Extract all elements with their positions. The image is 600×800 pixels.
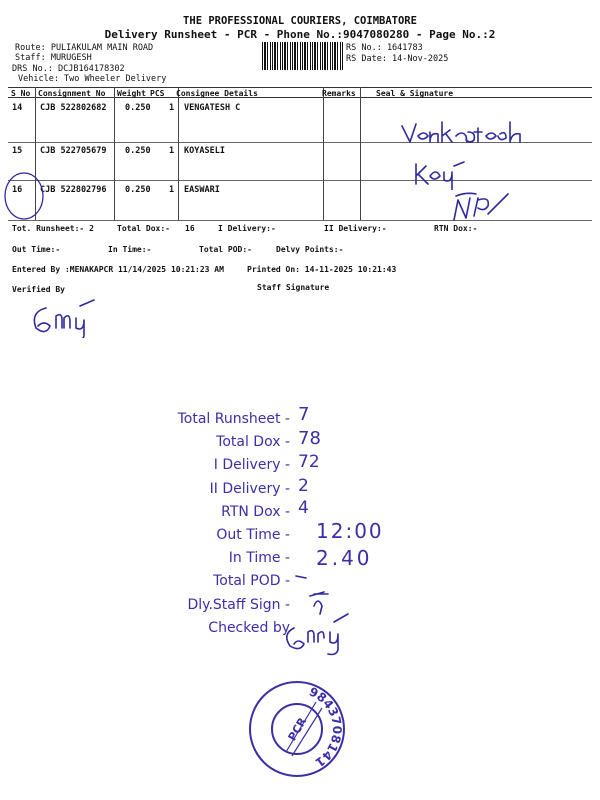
verifier-signature-icon xyxy=(28,298,108,338)
i-delivery: I Delivery:- xyxy=(218,224,276,233)
stamp-handwriting-icon xyxy=(284,566,404,656)
signature-koyaseli-icon xyxy=(410,158,470,190)
row-pcs: 1 xyxy=(169,146,175,156)
row-consignee: EASWARI xyxy=(184,185,220,195)
hand-value-rtn: 4 xyxy=(298,498,309,518)
stamp-label: In Time - xyxy=(228,550,290,567)
hand-value-runsheet: 7 xyxy=(298,404,310,425)
col-header-consignee: Consignee Details xyxy=(176,89,258,98)
seal-number: 9843708141 xyxy=(306,684,345,770)
barcode xyxy=(262,42,344,70)
total-pod: Total POD:- xyxy=(199,245,252,254)
seal-text: PCR xyxy=(285,715,310,744)
stamp-label: Total Runsheet - xyxy=(177,411,290,427)
col-header-weight: Weight xyxy=(117,89,146,98)
staff-signature: Staff Signature xyxy=(257,283,330,292)
company-title: THE PROFESSIONAL COURIERS, COIMBATORE xyxy=(183,15,417,27)
rs-date: RS Date: 14-Nov-2025 xyxy=(346,54,449,64)
rtn-dox: RTN Dox:- xyxy=(434,224,478,233)
row-consignment: CJB 522802796 xyxy=(40,185,107,195)
total-dox-value: 16 xyxy=(185,224,195,233)
col-header-seal: Seal & Signature xyxy=(376,89,454,98)
pcr-seal-icon xyxy=(246,678,348,780)
row-pcs: 1 xyxy=(169,185,175,195)
entered-by: Entered By :MENAKAPCR 11/14/2025 10:21:23 AM xyxy=(12,265,224,274)
stamp-label: Total Dox - xyxy=(216,434,290,451)
stamp-label: II Delivery - xyxy=(209,480,290,497)
hand-value-dox: 78 xyxy=(298,428,321,449)
row-pcs: 1 xyxy=(169,103,175,113)
out-time: Out Time:- xyxy=(12,245,61,254)
row-weight: 0.250 xyxy=(125,185,151,195)
row-weight: 0.250 xyxy=(125,146,151,156)
signature-easwari-icon xyxy=(448,190,518,226)
ii-delivery: II Delivery:- xyxy=(324,224,387,233)
printed-on: Printed On: 14-11-2025 10:21:43 xyxy=(247,265,397,274)
col-header-sno: S No xyxy=(11,89,31,98)
stamp-label: RTN Dox - xyxy=(221,503,290,520)
row-sno: 16 xyxy=(12,185,23,195)
hand-value-ii-delivery: 2 xyxy=(298,476,309,496)
signature-venkatesh-icon xyxy=(398,118,538,150)
col-header-pcs: PCS xyxy=(150,89,165,98)
row-sno: 15 xyxy=(12,146,23,156)
stamp-label: Dly.Staff Sign - xyxy=(187,596,290,613)
stamp-label: Total POD - xyxy=(213,573,290,590)
tot-runsheet: Tot. Runsheet:- 2 xyxy=(12,224,94,233)
in-time: In Time:- xyxy=(108,245,152,254)
col-header-consignment: Consignment No xyxy=(38,89,106,98)
verified-by: Verified By xyxy=(12,285,65,294)
runsheet-subtitle: Delivery Runsheet - PCR - Phone No.:9047080280 - Page No.:2 xyxy=(104,28,496,41)
row-consignee: VENGATESH C xyxy=(184,103,241,113)
route-label: Route: PULIAKULAM MAIN ROAD xyxy=(15,43,154,53)
row-consignment: CJB 522802682 xyxy=(40,103,107,113)
rs-number: RS No.: 1641783 xyxy=(346,43,423,53)
row-sno: 14 xyxy=(12,103,23,113)
total-dox-label: Total Dox:- xyxy=(117,224,170,233)
stamp-label: Out Time - xyxy=(216,527,290,544)
col-header-remarks: Remarks xyxy=(322,89,356,98)
circle-mark-icon xyxy=(2,170,48,222)
row-consignment: CJB 522705679 xyxy=(40,146,107,156)
delvy-points: Delvy Points:- xyxy=(276,245,344,254)
staff-label: Staff: MURUGESH xyxy=(15,53,92,63)
hand-value-i-delivery: 72 xyxy=(298,452,320,472)
hand-value-out-time: 12:00 xyxy=(316,519,384,543)
stamp-label: Checked by xyxy=(208,619,290,636)
row-weight: 0.250 xyxy=(125,103,151,113)
hand-value-in-time: 2.40 xyxy=(316,546,373,570)
stamp-label: I Delivery - xyxy=(213,457,290,474)
stamp-labels xyxy=(178,408,290,640)
vehicle-label: Vehicle: Two Wheeler Delivery xyxy=(18,74,167,84)
drs-number: DRS No.: DCJB164178302 xyxy=(12,64,125,74)
row-consignee: KOYASELI xyxy=(184,146,225,156)
